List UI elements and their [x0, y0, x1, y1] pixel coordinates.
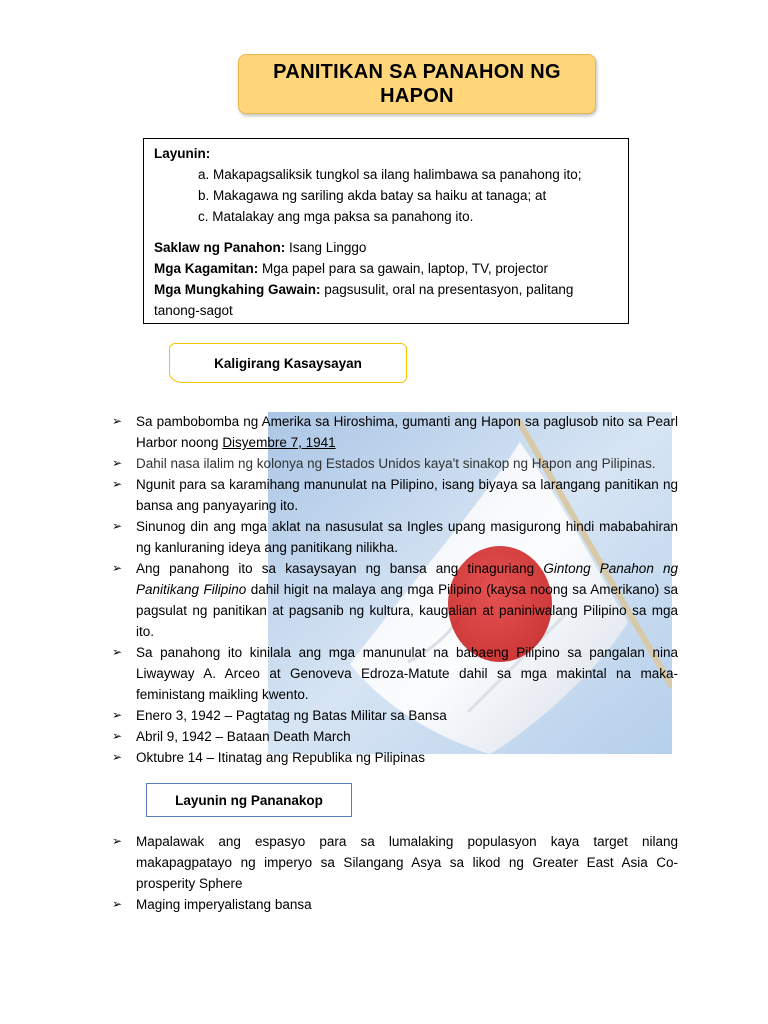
bullet-text: Ngunit para sa karamihang manunulat na Pilipino, isang biyaya sa larangang panitikan ng bansa ang panyayaring ito.: [136, 477, 678, 513]
section-heading-kaligiran: [169, 343, 407, 383]
bullet-text: Mapalawak ang espasyo para sa lumalaking populasyon kaya target nilang makapagpatayo ng imperyo sa Silangang Asya sa likod ng Greater East Asia Co-prosperity Sphere: [136, 834, 678, 891]
list-item: [112, 747, 678, 768]
bullet-text: Dahil nasa ilalim ng kolonya ng Estados Unidos kaya't sinakop ng Hapon ang Pilipinas.: [136, 456, 656, 471]
list-item: [112, 516, 678, 558]
list-item: [112, 558, 678, 642]
section-heading-label: Kaligirang Kasaysayan: [214, 355, 362, 371]
saklaw-row: [154, 237, 618, 258]
list-item: [112, 705, 678, 726]
list-item: [112, 642, 678, 705]
section-heading-layunin-pananakop: [146, 783, 352, 817]
layunin-label: Layunin:: [154, 146, 211, 161]
page-title: [238, 54, 596, 114]
kagamitan-value: Mga papel para sa gawain, laptop, TV, projector: [258, 261, 548, 276]
bullet-text: Sa pambobomba ng Amerika sa Hiroshima, gumanti ang Hapon sa paglusob nito sa Pearl Harbor noong: [136, 414, 678, 450]
pananakop-bullet-list: [112, 831, 678, 915]
bullet-date: Disyembre 7, 1941: [222, 435, 336, 450]
gawain-value: pagsusulit, oral na presentasyon, palitang tanong-sagot: [154, 282, 574, 318]
list-item: [112, 411, 678, 453]
objective-item: b. Makagawa ng sariling akda batay sa haiku at tanaga; at: [198, 188, 547, 203]
gawain-label: Mga Mungkahing Gawain:: [154, 282, 321, 297]
section-heading-label: Layunin ng Pananakop: [175, 792, 323, 808]
bullet-text: Maging imperyalistang bansa: [136, 897, 312, 912]
bullet-text: Abril 9, 1942 – Bataan Death March: [136, 729, 351, 744]
list-item: [112, 474, 678, 516]
list-item: [112, 453, 678, 474]
title-line-1: PANITIKAN SA PANAHON NG: [273, 61, 561, 83]
list-item: [112, 726, 678, 747]
lesson-info-box: [143, 138, 629, 324]
bullet-text: dahil higit na malaya ang mga Pilipino (kaysa noong sa Amerikano) sa pagsulat ng panitikan at pagsanib ng kultura, kaugalian at paniniwalang Pilipino sa mga ito.: [136, 582, 679, 639]
objectives-list: [154, 164, 618, 227]
gawain-row: [154, 279, 618, 321]
kaligiran-bullet-list: [112, 411, 678, 768]
list-item: [112, 831, 678, 894]
bullet-text: Enero 3, 1942 – Pagtatag ng Batas Militar sa Bansa: [136, 708, 447, 723]
saklaw-label: Saklaw ng Panahon:: [154, 240, 286, 255]
title-line-2: HAPON: [380, 85, 454, 107]
objective-item: a. Makapagsaliksik tungkol sa ilang halimbawa sa panahong ito;: [198, 167, 582, 182]
bullet-text: Sinunog din ang mga aklat na nasusulat sa Ingles upang masigurong hindi mababahiran ng kanluraning ideya ang panitikang nilikha.: [136, 519, 678, 555]
kagamitan-row: [154, 258, 618, 279]
saklaw-value: Isang Linggo: [285, 240, 367, 255]
bullet-text: Sa panahong ito kinilala ang mga manunulat na babaeng Pilipino sa pangalan nina Liwayway A. Arceo at Genoveva Edroza-Matute dahil sa mga makintal na maka-feministang maikling kwento.: [136, 645, 678, 702]
bullet-italic: Gintong Panahon ng Panitikang Filipino: [136, 561, 678, 597]
bullet-text: Oktubre 14 – Itinatag ang Republika ng Pilipinas: [136, 750, 425, 765]
list-item: [112, 894, 678, 915]
bullet-text: Ang panahong ito sa kasaysayan ng bansa ang tinaguriang: [136, 561, 544, 576]
objective-item: c. Matalakay ang mga paksa sa panahong ito.: [198, 209, 474, 224]
kagamitan-label: Mga Kagamitan:: [154, 261, 259, 276]
